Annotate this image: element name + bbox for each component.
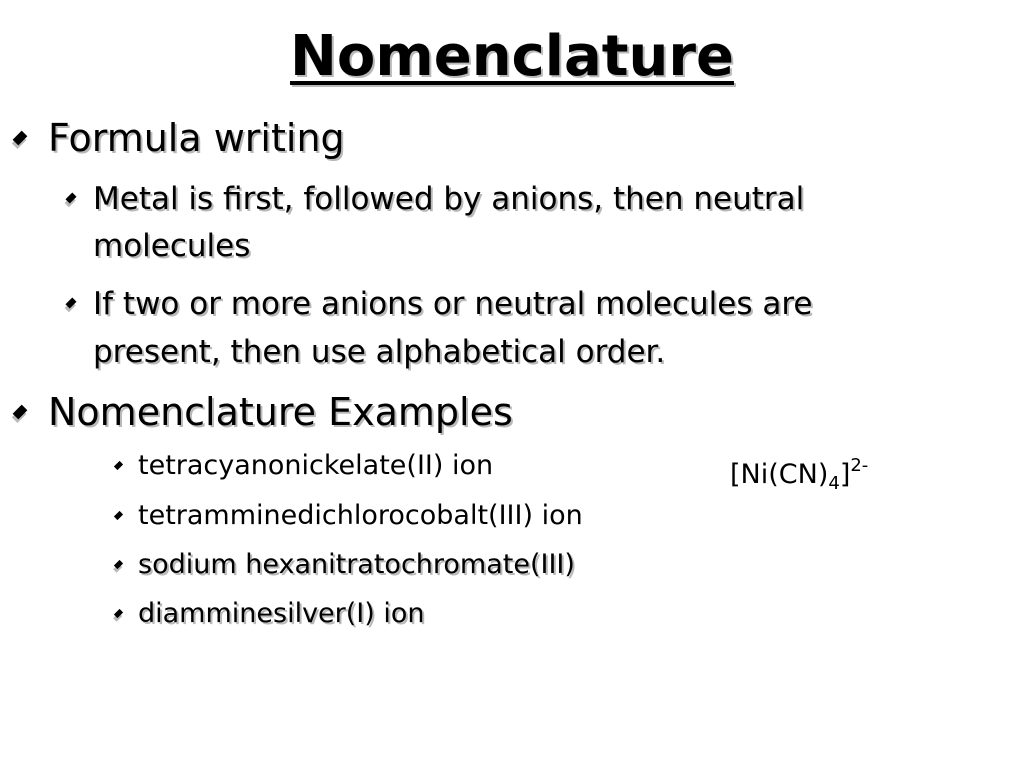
diamond-bullet-icon	[116, 513, 121, 518]
slide-title: Nomenclature	[290, 24, 734, 89]
diamond-bullet-icon	[116, 562, 121, 567]
diamond-bullet-icon	[116, 463, 121, 468]
formula-close: ]	[839, 459, 851, 490]
example-name: sodium hexanitratochromate(III)	[138, 549, 575, 580]
example-item	[138, 597, 425, 631]
diamond-bullet-icon	[68, 300, 74, 306]
example-name: diamminesilver(I) ion	[138, 598, 425, 629]
formula-open: [Ni(CN)	[730, 459, 829, 490]
diamond-bullet-icon	[116, 611, 121, 616]
formula-charge: 2-	[850, 455, 869, 476]
bullet-nomenclature-examples	[48, 390, 513, 434]
formula-subscript: 4	[828, 473, 840, 494]
example-name: tetramminedichlorocobalt(III) ion	[138, 500, 583, 531]
sub-bullet-metal-first	[93, 175, 804, 223]
sub-bullet-continuation	[93, 222, 250, 270]
diamond-bullet-icon	[16, 408, 24, 416]
diamond-bullet-icon	[16, 134, 24, 142]
section-heading: Formula writing	[48, 116, 345, 160]
example-name: tetracyanonickelate(II) ion	[138, 450, 494, 481]
chemical-formula	[730, 449, 868, 501]
example-item	[138, 548, 575, 582]
section-heading: Nomenclature Examples	[48, 390, 513, 434]
sub-bullet-line: molecules	[93, 228, 251, 264]
sub-bullet-line: If two or more anions or neutral molecules are	[93, 286, 813, 322]
bullet-formula-writing	[48, 116, 345, 160]
sub-bullet-line: present, then use alphabetical order.	[93, 334, 666, 370]
example-item	[138, 449, 493, 483]
sub-bullet-line: Metal is first, followed by anions, then neutral	[93, 181, 805, 217]
diamond-bullet-icon	[68, 195, 74, 201]
example-item	[138, 499, 583, 533]
sub-bullet-alphabetical-order	[93, 280, 813, 328]
sub-bullet-continuation	[93, 328, 665, 376]
